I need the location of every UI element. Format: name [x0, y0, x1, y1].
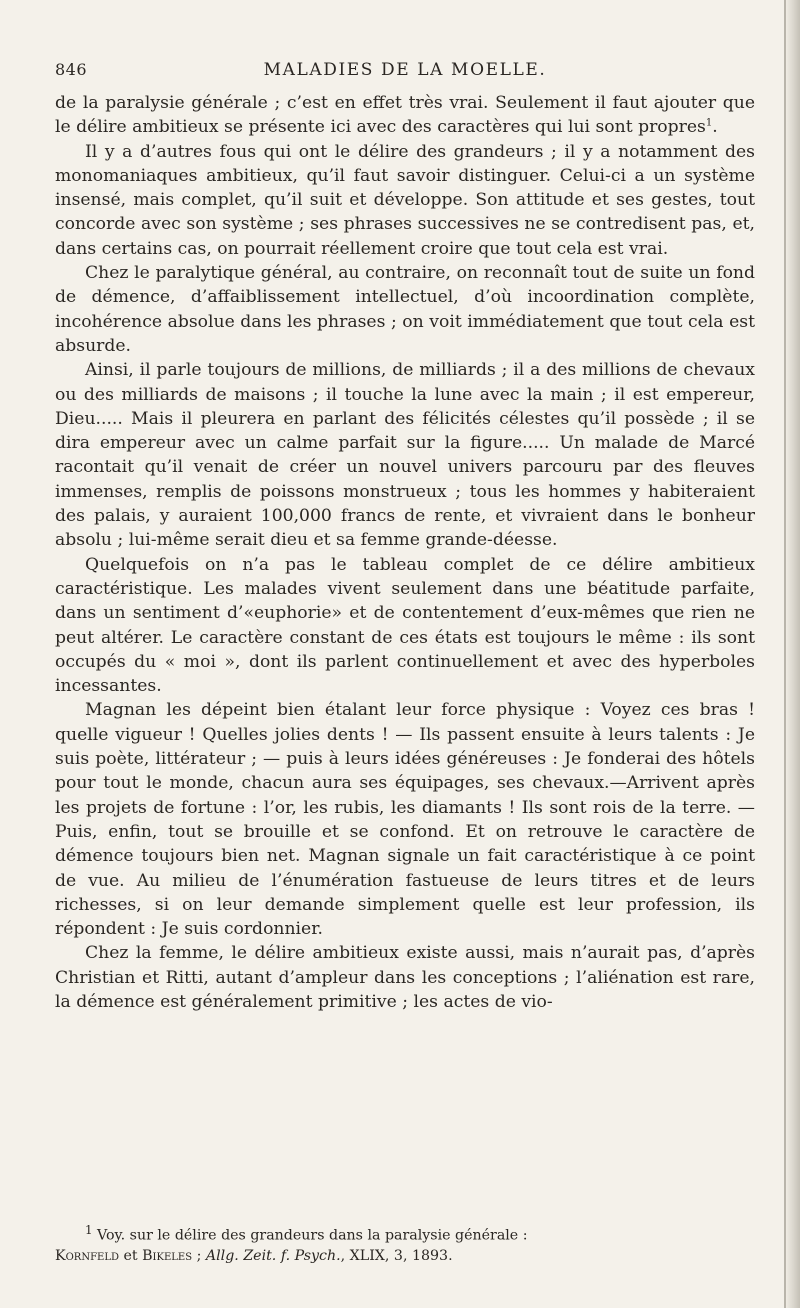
- paragraph-1-text: de la paralysie générale ; c’est en effet très vrai. Seulement il faut ajouter que le délire ambitieux se présente ici avec des caractères qui lui sont propres: [55, 93, 755, 138]
- footnote-text: $^1$ Voy. sur le délire des grandeurs dans la paralysie générale : Kornfeld et Bikeles ; Allg. Zeit. f. Psych., XLIX, 3, 1893.: [55, 1223, 528, 1264]
- footnote-intro: Voy. sur le délire des grandeurs dans la paralysie générale :: [97, 1227, 528, 1244]
- footnote-conj: et: [123, 1247, 138, 1264]
- body-text: [55, 91, 755, 1014]
- footnote-author-2: Bikeles: [142, 1247, 193, 1264]
- footnote-reference-detail: , XLIX, 3, 1893.: [340, 1247, 453, 1264]
- footnote: [55, 1220, 755, 1266]
- paragraph-4: Ainsi, il parle toujours de millions, de milliards ; il a des millions de chevaux ou des milliards de maisons ; il touche la lune avec la main ; il est empereur, Dieu..... Mais il pleurera en parlant des félicités célestes qu’il possède ; il se dira empereur avec un calme parfait sur la figure..... Un malade de Marcé racontait qu’il venait de créer un nouvel univers parcouru par des fleuves immenses, remplis de poissons monstrueux ; tous les hommes y habiteraient des palais, y auraient 100,000 francs de rente, et vivraient dans le bonheur absolu ; lui-même serait dieu et sa femme grande-déesse.: [55, 360, 755, 551]
- running-title: MALADIES DE LA MOELLE.: [263, 60, 547, 80]
- page-number: 846: [55, 60, 88, 79]
- footnote-journal: Allg. Zeit. f. Psych.: [205, 1247, 341, 1264]
- paragraph-5: Quelquefois on n’a pas le tableau complet de ce délire ambitieux caractéristique. Les malades vivent seulement dans une béatitude parfaite, dans un sentiment d’«euphorie» et de contentement d’eux-mêmes que rien ne peut altérer. Le caractère constant de ces états est toujours le même : ils sont occupés du « moi », dont ils parlent continuellement et avec des hyperboles incessantes.: [55, 554, 755, 697]
- footnote-reference: 1: [705, 117, 713, 129]
- paragraph-3: Chez le paralytique général, au contraire, on reconnaît tout de suite un fond de démence, d’affaiblissement intellectuel, d’où incoordination complète, incohérence absolue dans les phrases ; on voit immédiatement que tout cela est absurde.: [55, 263, 755, 356]
- paragraph-1: de la paralysie générale ; c’est en effet très vrai. Seulement il faut ajouter que le délire ambitieux se présente ici avec des caractères qui lui sont propres$^1$.: [55, 93, 755, 138]
- paragraph-2: Il y a d’autres fous qui ont le délire des grandeurs ; il y a notamment des monomaniaques ambitieux, qu’il faut savoir distinguer. Celui-ci a un système insensé, mais complet, qu’il suit et développe. Son attitude et ses gestes, tout concorde avec son système ; ses phrases successives ne se contredisent pas, et, dans certains cas, on pourrait réellement croire que tout cela est vrai.: [55, 141, 755, 259]
- page-header: [55, 60, 755, 82]
- paragraph-7: Chez la femme, le délire ambitieux existe aussi, mais n’aurait pas, d’après Christian et Ritti, autant d’ampleur dans les conceptions ; l’aliénation est rare, la démence est généralement primitive ; les actes de vio-: [55, 943, 755, 1012]
- footnote-author-1: Kornfeld: [55, 1247, 119, 1264]
- footnote-marker: 1: [85, 1223, 93, 1237]
- page-edge: [786, 0, 800, 1308]
- paragraph-6: Magnan les dépeint bien étalant leur force physique : Voyez ces bras ! quelle vigueur ! Quelles jolies dents ! — Ils passent ensuite à leurs talents : Je suis poète, littérateur ; — puis à leurs idées généreuses : Je fonderai des hôtels pour tout le monde, chacun aura ses équipages, ses chevaux.—Arrivent après les projets de fortune : l’or, les rubis, les diamants ! Ils sont rois de la terre. — Puis, enfin, tout se brouille et se confond. Et on retrouve le caractère de démence toujours bien net. Magnan signale un fait caractéristique à ce point de vue. Au milieu de l’énumération fastueuse de leurs titres et de leurs richesses, si on leur demande simplement quelle est leur profession, ils répondent : Je suis cordonnier.: [55, 700, 755, 940]
